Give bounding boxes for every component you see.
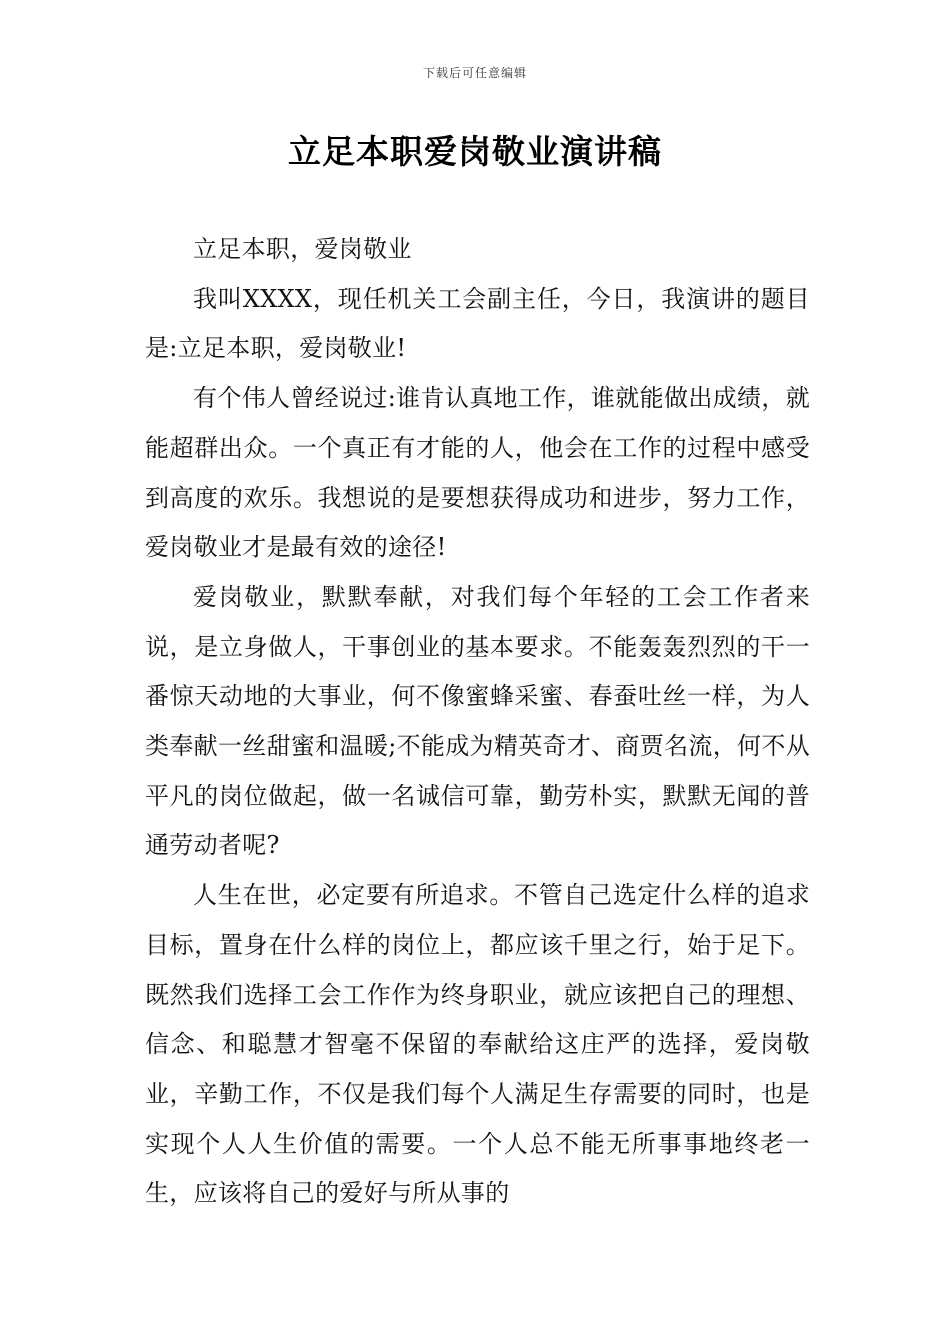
paragraph: 我叫XXXX，现任机关工会副主任，今日，我演讲的题目是:立足本职，爱岗敬业! [145, 284, 810, 363]
header-note: 下载后可任意编辑 [422, 66, 527, 80]
paragraph-subtitle: 立足本职，爱岗敬业 [193, 235, 412, 263]
paragraph: 有个伟人曾经说过:谁肯认真地工作，谁就能做出成绩，就能超群出众。一个真正有才能的人，他会在工作的过程中感受到高度的欢乐。我想说的是要想获得成功和进步，努力工作，爱岗敬业才是最有效的途径! [145, 384, 810, 562]
paragraph: 爱岗敬业，默默奉献，对我们每个年轻的工会工作者来说，是立身做人，干事创业的基本要求。不能轰轰烈烈的干一番惊天动地的大事业，何不像蜜蜂采蜜、春蚕吐丝一样，为人类奉献一丝甜蜜和温暖;不能成为精英奇才、商贾名流，何不从平凡的岗位做起，做一名诚信可靠，勤劳朴实，默默无闻的普通劳动者呢? [145, 582, 810, 860]
document-title: 立足本职爱岗敬业演讲稿 [288, 132, 662, 171]
paragraph: 人生在世，必定要有所追求。不管自己选定什么样的追求目标，置身在什么样的岗位上，都应该千里之行，始于足下。既然我们选择工会工作作为终身职业，就应该把自己的理想、信念、和聪慧才智毫不保留的奉献给这庄严的选择，爱岗敬业，辛勤工作，不仅是我们每个人满足生存需要的同时，也是实现个人人生价值的需要。一个人总不能无所事事地终老一生，应该将自己的爱好与所从事的 [145, 881, 810, 1208]
document-body [145, 225, 810, 1219]
